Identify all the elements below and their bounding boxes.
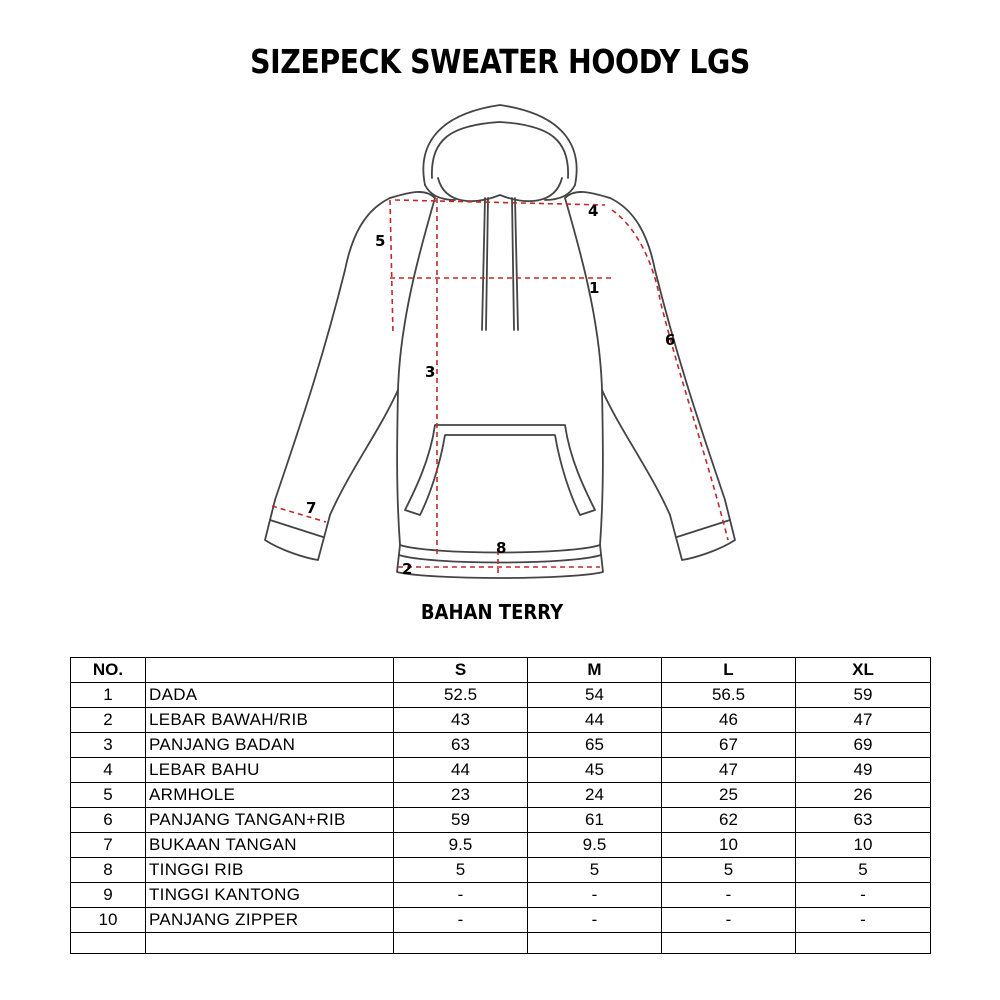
header-l: L (662, 658, 796, 683)
marker-7: 7 (306, 499, 317, 517)
cell-l: 25 (662, 783, 796, 808)
row-measurement: DADA (146, 683, 394, 708)
header-no: NO. (71, 658, 146, 683)
cell-xl: 47 (796, 708, 931, 733)
measurement-markers (306, 202, 675, 578)
table-header-row (71, 658, 931, 683)
marker-3: 3 (425, 363, 436, 381)
cell-xl: - (796, 883, 931, 908)
cell-l: 47 (662, 758, 796, 783)
header-s: S (394, 658, 528, 683)
row-number: 6 (71, 808, 146, 833)
cell-s: 23 (394, 783, 528, 808)
empty-cell (796, 933, 931, 954)
table-row (71, 683, 931, 708)
table-row (71, 908, 931, 933)
cell-xl: 59 (796, 683, 931, 708)
row-number: 4 (71, 758, 146, 783)
table-row (71, 758, 931, 783)
table-row (71, 783, 931, 808)
row-measurement: BUKAAN TANGAN (146, 833, 394, 858)
page-title: SIZEPECK SWEATER HOODY LGS (250, 42, 750, 81)
cell-m: 65 (528, 733, 662, 758)
cell-xl: 49 (796, 758, 931, 783)
cell-l: 62 (662, 808, 796, 833)
table-row-empty (71, 933, 931, 954)
marker-8: 8 (496, 539, 507, 557)
marker-5: 5 (375, 232, 386, 250)
table-row (71, 733, 931, 758)
row-number: 3 (71, 733, 146, 758)
row-number: 8 (71, 858, 146, 883)
empty-cell (394, 933, 528, 954)
cell-m: 24 (528, 783, 662, 808)
cell-s: - (394, 883, 528, 908)
cell-s: 43 (394, 708, 528, 733)
cell-m: 9.5 (528, 833, 662, 858)
cell-xl: 5 (796, 858, 931, 883)
cell-xl: 10 (796, 833, 931, 858)
cell-s: 59 (394, 808, 528, 833)
empty-cell (71, 933, 146, 954)
cell-s: 44 (394, 758, 528, 783)
row-measurement: PANJANG ZIPPER (146, 908, 394, 933)
cell-s: 63 (394, 733, 528, 758)
table-row (71, 708, 931, 733)
row-measurement: PANJANG BADAN (146, 733, 394, 758)
cell-m: 61 (528, 808, 662, 833)
cell-l: 46 (662, 708, 796, 733)
header-name (146, 658, 394, 683)
header-m: M (528, 658, 662, 683)
empty-cell (146, 933, 394, 954)
empty-cell (662, 933, 796, 954)
table-row (71, 883, 931, 908)
material-label: BAHAN TERRY (420, 600, 564, 624)
row-measurement: TINGGI KANTONG (146, 883, 394, 908)
marker-4: 4 (588, 202, 599, 220)
cell-s: 5 (394, 858, 528, 883)
cell-m: 54 (528, 683, 662, 708)
row-number: 2 (71, 708, 146, 733)
cell-m: - (528, 908, 662, 933)
cell-xl: 26 (796, 783, 931, 808)
cell-s: - (394, 908, 528, 933)
cell-l: 5 (662, 858, 796, 883)
cell-m: - (528, 883, 662, 908)
cell-l: - (662, 883, 796, 908)
table-row (71, 833, 931, 858)
row-number: 5 (71, 783, 146, 808)
size-chart-table (70, 657, 931, 954)
cell-m: 5 (528, 858, 662, 883)
header-xl: XL (796, 658, 931, 683)
cell-l: 10 (662, 833, 796, 858)
row-measurement: LEBAR BAHU (146, 758, 394, 783)
row-measurement: ARMHOLE (146, 783, 394, 808)
marker-2: 2 (402, 560, 413, 578)
hoodie-illustration (250, 95, 750, 590)
cell-m: 44 (528, 708, 662, 733)
cell-m: 45 (528, 758, 662, 783)
cell-l: - (662, 908, 796, 933)
cell-xl: 69 (796, 733, 931, 758)
measurement-lines (272, 198, 728, 576)
table-row (71, 808, 931, 833)
cell-l: 56.5 (662, 683, 796, 708)
row-measurement: LEBAR BAWAH/RIB (146, 708, 394, 733)
cell-s: 9.5 (394, 833, 528, 858)
cell-xl: - (796, 908, 931, 933)
marker-1: 1 (589, 279, 600, 297)
row-number: 10 (71, 908, 146, 933)
cell-s: 52.5 (394, 683, 528, 708)
table-row (71, 858, 931, 883)
row-measurement: TINGGI RIB (146, 858, 394, 883)
row-number: 9 (71, 883, 146, 908)
row-number: 7 (71, 833, 146, 858)
cell-l: 67 (662, 733, 796, 758)
row-number: 1 (71, 683, 146, 708)
row-measurement: PANJANG TANGAN+RIB (146, 808, 394, 833)
marker-6: 6 (665, 331, 676, 349)
cell-xl: 63 (796, 808, 931, 833)
empty-cell (528, 933, 662, 954)
